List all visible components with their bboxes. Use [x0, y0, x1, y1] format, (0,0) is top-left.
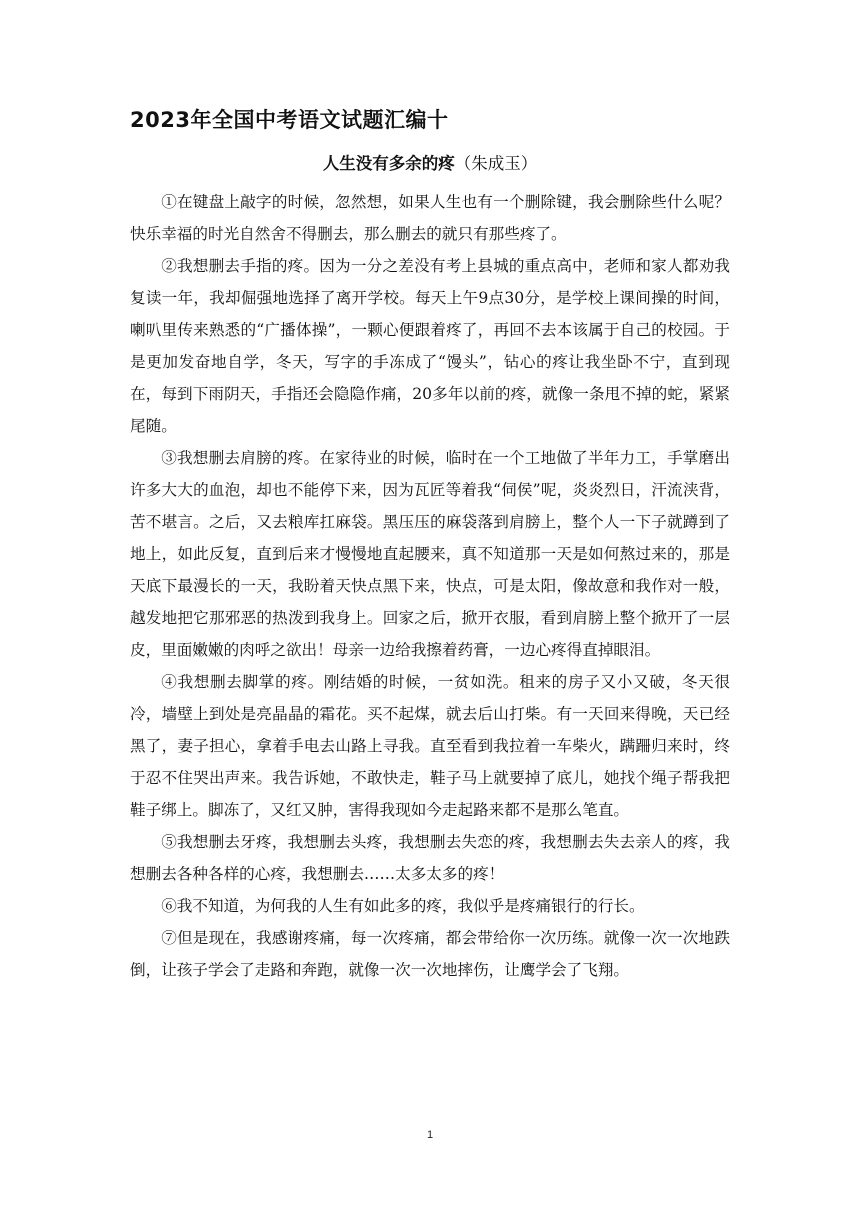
article-body: [130, 186, 730, 986]
paragraph-3: ③我想删去肩膀的疼。在家待业的时候，临时在一个工地做了半年力工，手掌磨出许多大大的血泡，却也不能停下来，因为瓦匠等着我“伺侯”呢，炎炎烈日，汗流浃背，苦不堪言。之后，又去粮库扛麻袋。黑压压的麻袋落到肩膀上，整个人一下子就蹲到了地上，如此反复，直到后来才慢慢地直起腰来，真不知道那一天是如何熬过来的，那是天底下最漫长的一天，我盼着天快点黑下来，快点，可是太阳，像故意和我作对一般，越发地把它那邪恶的热泼到我身上。回家之后，掀开衣服，看到肩膀上整个掀开了一层皮，里面嫩嫩的肉呼之欲出！母亲一边给我擦着药膏，一边心疼得直掉眼泪。: [130, 449, 730, 659]
document-title: 2023年全国中考语文试题汇编十: [130, 108, 449, 132]
paragraph-7: ⑦但是现在，我感谢疼痛，每一次疼痛，都会带给你一次历练。就像一次一次地跌倒，让孩子学会了走路和奔跑，就像一次一次地摔伤，让鹰学会了飞翔。: [130, 929, 730, 979]
paragraph-4: ④我想删去脚掌的疼。刚结婚的时候，一贫如洗。租来的房子又小又破，冬天很冷，墙壁上到处是亮晶晶的霜花。买不起煤，就去后山打柴。有一天回来得晚，天已经黑了，妻子担心，拿着手电去山路上寻我。直至看到我拉着一车柴火，蹒跚归来时，终于忍不住哭出声来。我告诉她，不敢快走，鞋子马上就要掉了底儿，她找个绳子帮我把鞋子绑上。脚冻了，又红又肿，害得我现如今走起路来都不是那么笔直。: [130, 673, 730, 819]
article-title: 人生没有多余的疼: [322, 154, 455, 173]
article-author: （朱成玉）: [454, 154, 538, 173]
page-number: 1: [426, 1129, 434, 1141]
paragraph-5: ⑤我想删去牙疼，我想删去头疼，我想删去失恋的疼，我想删去失去亲人的疼，我想删去各种各样的心疼，我想删去……太多太多的疼！: [130, 833, 730, 883]
article-heading: [0, 150, 860, 174]
paragraph-1: ①在键盘上敲字的时候，忽然想，如果人生也有一个删除键，我会删除些什么呢？快乐幸福的时光自然舍不得删去，那么删去的就只有那些疼了。: [130, 193, 730, 243]
paragraph-2: ②我想删去手指的疼。因为一分之差没有考上县城的重点高中，老师和家人都劝我复读一年，我却倔强地选择了离开学校。每天上午9点30分，是学校上课间操的时间，喇叭里传来熟悉的“广播体操”，一颗心便跟着疼了，再回不去本该属于自己的校园。于是更加发奋地自学，冬天，写字的手冻成了“馒头”，钻心的疼让我坐卧不宁，直到现在，每到下雨阴天，手指还会隐隐作痛，20多年以前的疼，就像一条甩不掉的蛇，紧紧尾随。: [130, 257, 730, 435]
paragraph-6: ⑥我不知道，为何我的人生有如此多的疼，我似乎是疼痛银行的行长。: [161, 897, 645, 915]
